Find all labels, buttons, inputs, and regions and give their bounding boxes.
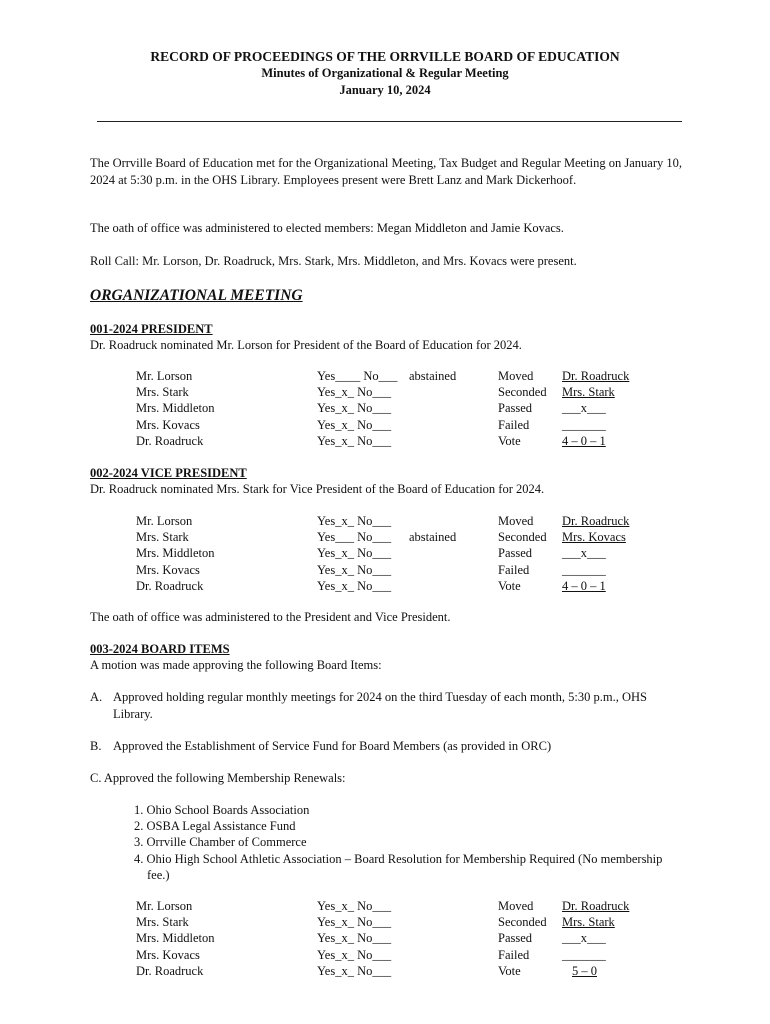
motion-value: Dr. Roadruck [562, 369, 630, 383]
motion-value: _______ [562, 417, 606, 432]
list-marker: B. [90, 739, 102, 753]
motion-label: Moved [498, 514, 534, 528]
vote-row [0, 433, 770, 449]
member-name: Mrs. Kovacs [136, 562, 200, 577]
abstained-note: abstained [409, 530, 457, 545]
vote-marks: Yes_x_ No___ [317, 899, 392, 913]
vote-row [0, 947, 770, 963]
vote-marks: Yes_x_ No___ [317, 931, 392, 946]
list-item: 1. Ohio School Boards Association [134, 803, 310, 817]
member-name: Mr. Lorson [136, 514, 193, 528]
motion-value: Mrs. Stark [562, 385, 615, 400]
list-marker: A. [90, 690, 103, 704]
vote-marks: Yes_x_ No___ [317, 578, 392, 593]
vote-marks: Yes_x_ No___ [317, 433, 392, 448]
list-item: 4. Ohio High School Athletic Association – Board Resolution for Membership Required (No membership fee.) [134, 851, 663, 882]
vote-row [0, 578, 770, 594]
vote-row [0, 898, 770, 914]
vote-row [0, 368, 770, 384]
vote-row [0, 930, 770, 946]
membership-renewal-list [134, 802, 674, 883]
member-name: Dr. Roadruck [136, 963, 204, 978]
member-name: Mr. Lorson [136, 369, 193, 383]
motion-value: 4 – 0 – 1 [562, 578, 606, 593]
motion-value: 5 – 0 [572, 963, 597, 978]
vote-table-vice-president [0, 513, 770, 594]
vote-row [0, 562, 770, 578]
board-item-c: C. Approved the following Membership Renewals: [90, 771, 346, 785]
vote-row [0, 545, 770, 561]
list-item: 2. OSBA Legal Assistance Fund [134, 819, 296, 834]
motion-value: Mrs. Stark [562, 915, 615, 930]
list-text: Approved the Establishment of Service Fund for Board Members (as provided in ORC) [113, 739, 552, 753]
board-item-b [90, 738, 682, 755]
motion-label: Passed [498, 931, 533, 946]
vote-marks: Yes_x_ No___ [317, 417, 392, 432]
list-text: Approved holding regular monthly meetings for 2024 on the third Tuesday of each month, 5:30 p.m., OHS Library. [113, 690, 647, 721]
member-name: Mrs. Middleton [136, 931, 215, 946]
item-heading-president: 001-2024 PRESIDENT [90, 322, 213, 336]
document-date: January 10, 2024 [339, 83, 431, 97]
vote-marks: Yes___ No___ [317, 530, 392, 545]
item-text-president: Dr. Roadruck nominated Mr. Lorson for President of the Board of Education for 2024. [90, 338, 522, 352]
member-name: Mrs. Stark [136, 915, 189, 930]
vote-marks: Yes_x_ No___ [317, 546, 392, 561]
oath-paragraph: The oath of office was administered to elected members: Megan Middleton and Jamie Kovacs. [90, 221, 564, 235]
motion-label: Passed [498, 546, 533, 561]
document-header [0, 48, 770, 99]
vote-marks: Yes_x_ No___ [317, 947, 392, 962]
abstained-note: abstained [409, 369, 457, 383]
vote-marks: Yes_x_ No___ [317, 401, 392, 416]
document-title: RECORD OF PROCEEDINGS OF THE ORRVILLE BOARD OF EDUCATION [150, 49, 620, 64]
vote-marks: Yes_x_ No___ [317, 915, 392, 930]
item-text-board-items: A motion was made approving the following Board Items: [90, 658, 382, 672]
member-name: Mrs. Middleton [136, 401, 215, 416]
vote-table-president [0, 368, 770, 449]
member-name: Mrs. Stark [136, 385, 189, 400]
member-name: Mrs. Kovacs [136, 947, 200, 962]
member-name: Mrs. Stark [136, 530, 189, 545]
member-name: Dr. Roadruck [136, 433, 204, 448]
item-heading-board-items: 003-2024 BOARD ITEMS [90, 642, 230, 656]
list-item: 3. Orrville Chamber of Commerce [134, 835, 307, 850]
vote-table-board-items [0, 898, 770, 979]
motion-value: _______ [562, 562, 606, 577]
vote-marks: Yes_x_ No___ [317, 562, 392, 577]
motion-label: Seconded [498, 385, 547, 400]
document-subtitle: Minutes of Organizational & Regular Meeting [261, 66, 509, 80]
board-item-a [90, 689, 682, 723]
motion-label: Vote [498, 578, 521, 593]
motion-value: ___x___ [562, 931, 606, 946]
vote-row [0, 384, 770, 400]
motion-label: Failed [498, 562, 530, 577]
vote-marks: Yes_x_ No___ [317, 385, 392, 400]
motion-label: Vote [498, 433, 521, 448]
vote-marks: Yes_x_ No___ [317, 514, 392, 528]
member-name: Dr. Roadruck [136, 578, 204, 593]
oath-officers-paragraph: The oath of office was administered to the President and Vice President. [90, 610, 451, 624]
motion-value: Dr. Roadruck [562, 514, 630, 528]
section-title: ORGANIZATIONAL MEETING [90, 287, 303, 304]
member-name: Mrs. Kovacs [136, 417, 200, 432]
motion-label: Passed [498, 401, 533, 416]
motion-value: ___x___ [562, 546, 606, 561]
vote-row [0, 417, 770, 433]
vote-row [0, 963, 770, 979]
motion-label: Seconded [498, 530, 547, 545]
motion-label: Seconded [498, 915, 547, 930]
motion-label: Failed [498, 417, 530, 432]
vote-row [0, 513, 770, 529]
vote-row [0, 400, 770, 416]
intro-paragraph: The Orrville Board of Education met for the Organizational Meeting, Tax Budget and Regular Meeting on January 10, 2024 at 5:30 p.m. in the OHS Library. Employees present were Brett Lanz and Mark Dickerhoof. [90, 156, 682, 187]
motion-label: Moved [498, 899, 534, 913]
motion-label: Moved [498, 369, 534, 383]
header-divider [97, 121, 682, 122]
item-heading-vice-president: 002-2024 VICE PRESIDENT [90, 466, 247, 480]
member-name: Mrs. Middleton [136, 546, 215, 561]
item-text-vice-president: Dr. Roadruck nominated Mrs. Stark for Vice President of the Board of Education for 2024. [90, 482, 545, 496]
motion-value: 4 – 0 – 1 [562, 433, 606, 448]
vote-marks: Yes_x_ No___ [317, 963, 392, 978]
motion-value: ___x___ [562, 401, 606, 416]
motion-label: Failed [498, 947, 530, 962]
motion-value: Mrs. Kovacs [562, 530, 626, 545]
member-name: Mr. Lorson [136, 899, 193, 913]
motion-value: Dr. Roadruck [562, 899, 630, 913]
motion-value: _______ [562, 947, 606, 962]
roll-call-paragraph: Roll Call: Mr. Lorson, Dr. Roadruck, Mrs. Stark, Mrs. Middleton, and Mrs. Kovacs were present. [90, 254, 577, 268]
vote-row [0, 914, 770, 930]
motion-label: Vote [498, 963, 521, 978]
vote-row [0, 529, 770, 545]
vote-marks: Yes____ No___ [317, 369, 398, 383]
